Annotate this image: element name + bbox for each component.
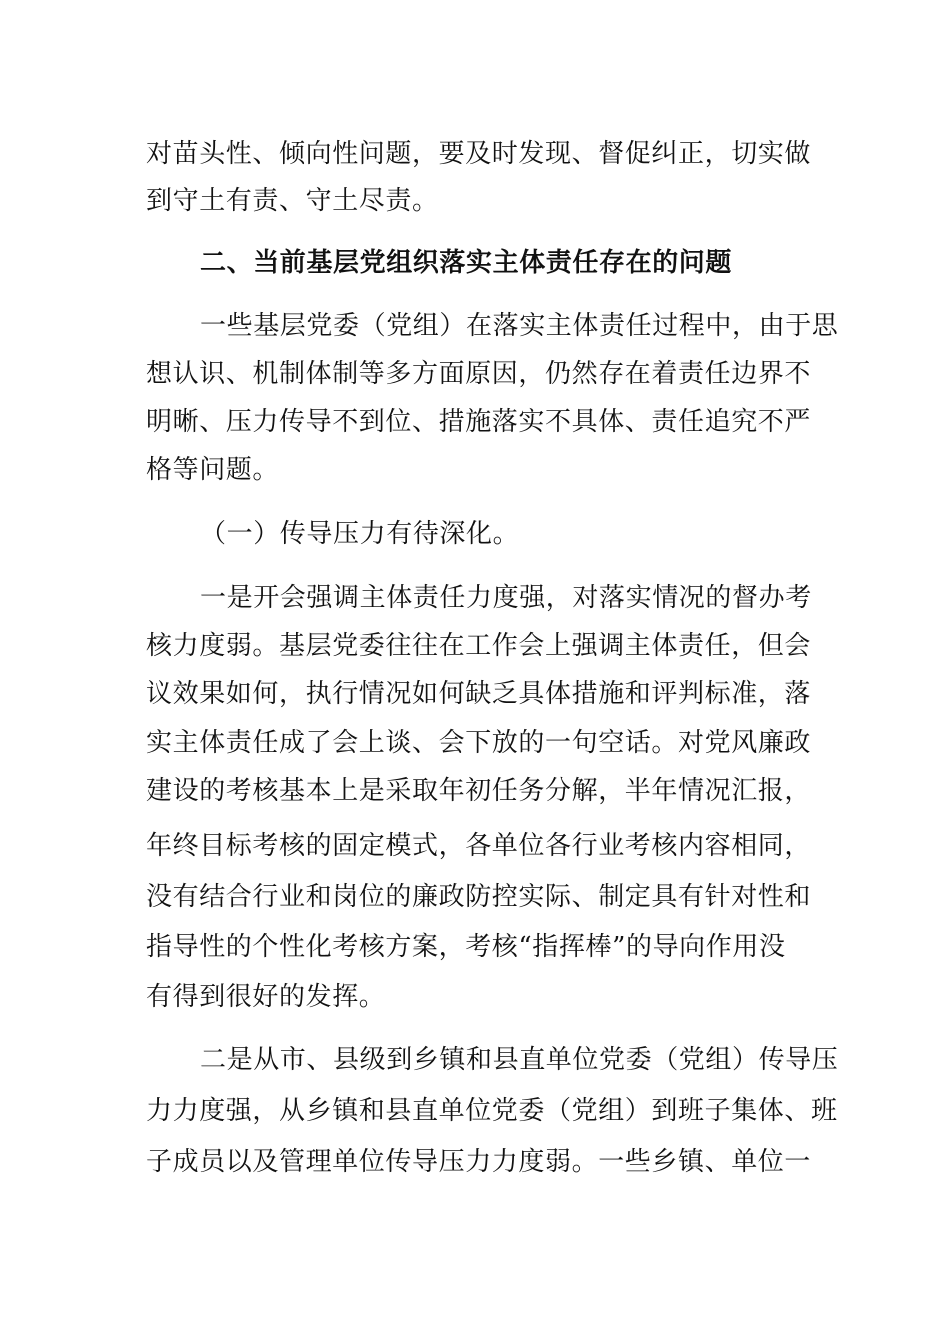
- body-text-line: 没有结合行业和岗位的廉政防控实际、制定具有针对性和: [146, 882, 812, 912]
- body-text-line: 子成员以及管理单位传导压力力度弱。一些乡镇、单位一: [146, 1147, 812, 1177]
- body-text-line: 指导性的个性化考核方案，考核“指挥棒”的导向作用没: [146, 932, 786, 962]
- body-text-line: 明晰、压力传导不到位、措施落实不具体、责任追究不严: [146, 407, 812, 437]
- body-text-line: 二是从市、县级到乡镇和县直单位党委（党组）传导压: [200, 1045, 839, 1075]
- body-text-line: 对苗头性、倾向性问题，要及时发现、督促纠正，切实做: [146, 139, 812, 169]
- body-text-line: 到守土有责、守土尽责。: [146, 186, 439, 216]
- body-text-line: 实主体责任成了会上谈、会下放的一句空话。对党风廉政: [146, 728, 812, 758]
- body-text-line: 一是开会强调主体责任力度强，对落实情况的督办考: [200, 583, 812, 613]
- body-text-line: 一些基层党委（党组）在落实主体责任过程中，由于思: [200, 311, 839, 341]
- body-text-line: 议效果如何，执行情况如何缺乏具体措施和评判标准，落: [146, 679, 812, 709]
- body-text-line: 核力度弱。基层党委往往在工作会上强调主体责任，但会: [146, 631, 812, 661]
- body-text-line: 有得到很好的发挥。: [146, 982, 386, 1012]
- body-text-line: 想认识、机制体制等多方面原因，仍然存在着责任边界不: [146, 359, 812, 389]
- body-text-line: 年终目标考核的固定模式，各单位各行业考核内容相同，: [146, 831, 812, 861]
- body-text-line: 建设的考核基本上是采取年初任务分解，半年情况汇报，: [146, 776, 812, 806]
- body-text-line: 力力度强，从乡镇和县直单位党委（党组）到班子集体、班: [146, 1096, 838, 1126]
- section-heading: 二、当前基层党组织落实主体责任存在的问题: [200, 248, 733, 278]
- body-text-line: 格等问题。: [146, 455, 280, 485]
- subsection-heading: （一）传导压力有待深化。: [200, 519, 520, 549]
